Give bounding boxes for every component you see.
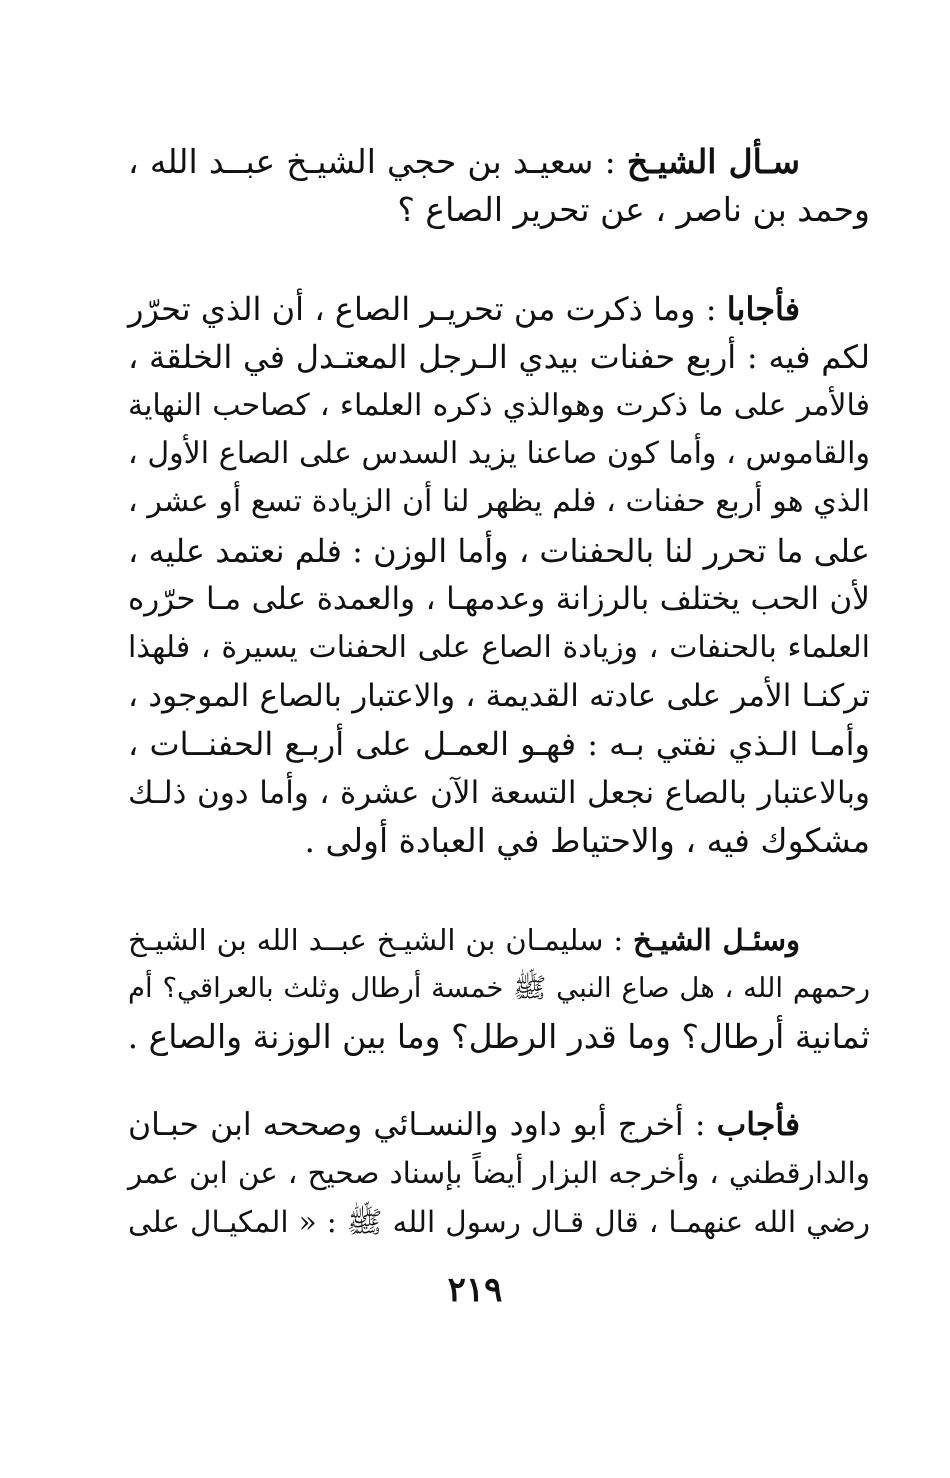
text-line: لكم فيه : أربع حفنات بيدي الـرجل المعتـدل في الخلقة ، — [128, 338, 870, 377]
question-lead: وسئـل الشيـخ — [632, 922, 800, 957]
text-line: على ما تحرر لنا بالحفنات ، وأما الوزن : فلم نعتمد عليه ، — [128, 531, 870, 570]
text-line: والدارقطني ، وأخرجه البزار أيضاً بإسناد صحيح ، عن ابن عمر — [128, 1156, 870, 1191]
text-line: مشكوك فيه ، والاحتياط في العبادة أولى . — [304, 821, 870, 861]
paragraph-gap — [128, 235, 870, 285]
line-text: : سليمـان بن الشيـخ عبــد الله بن الشيـخ — [128, 922, 624, 957]
text-line: العلماء بالحنفات ، وزيادة الصاع على الحفنات يسيرة ، فلهذا — [128, 629, 871, 665]
text-line: رحمهم الله ، هل صاع النبي ﷺ خمسة أرطال وثلث بالعراقي؟ أم — [128, 972, 870, 1005]
line-text: : أخرج أبو داود والنسـائي وصححه ابن حبـان — [128, 1106, 706, 1143]
text-line: وبالاعتبار بالصاع نجعل التسعة الآن عشرة ، وأما دون ذلـك — [128, 774, 870, 811]
text-line — [128, 285, 870, 333]
paragraph-gap — [128, 866, 870, 916]
text-line: وحمد بن ناصر ، عن تحرير الصاع ؟ — [397, 190, 870, 230]
answer-lead: فأجاب — [716, 1105, 801, 1143]
text-line: رضي الله عنهمـا ، قال قـال رسول الله ﷺ : « المكيـال على — [128, 1204, 870, 1239]
text-line: والقاموس ، وأما كون صاعنا يزيد السدس على الصاع الأول ، — [128, 436, 870, 472]
answer-paragraph-1 — [128, 285, 870, 866]
answer-lead: فأجابا — [726, 289, 801, 328]
text-line — [128, 1101, 870, 1149]
text-line: فالأمر على ما ذكرت وهوالذي ذكره العلماء ، كصاحب النهاية — [128, 387, 871, 423]
text-line — [128, 138, 870, 186]
page-body — [128, 138, 870, 1246]
text-line: ثمانية أرطال؟ وما قدر الرطل؟ وما بين الوزنة والصاع . — [127, 1016, 870, 1056]
page-number: ٢١٩ — [447, 1270, 503, 1310]
text-line — [128, 916, 870, 964]
question-paragraph-2 — [128, 916, 870, 1061]
text-line: وأمـا الـذي نفتي بـه : فهـو العمـل على أربـع الحفنــات ، — [128, 725, 870, 764]
text-line: تركنـا الأمر على عادته القديمة ، والاعتبار بالصاع الموجود ، — [128, 678, 870, 715]
question-lead: سـأل الشيـخ — [626, 142, 800, 181]
question-paragraph-1 — [128, 138, 870, 235]
text-line: لأن الحب يختلف بالرزانة وعدمهـا ، والعمدة على مـا حرّره — [128, 581, 870, 618]
line-text: : وما ذكرت من تحريـر الصاع ، أن الذي تحرّر — [128, 289, 717, 328]
line-text: : سعيـد بن حجي الشيـخ عبــد الله ، — [128, 142, 616, 181]
text-line: الذي هو أربع حفنات ، فلم يظهر لنا أن الزيادة تسع أو عشر ، — [128, 484, 870, 520]
answer-paragraph-2 — [128, 1101, 870, 1246]
paragraph-gap — [128, 1061, 870, 1101]
